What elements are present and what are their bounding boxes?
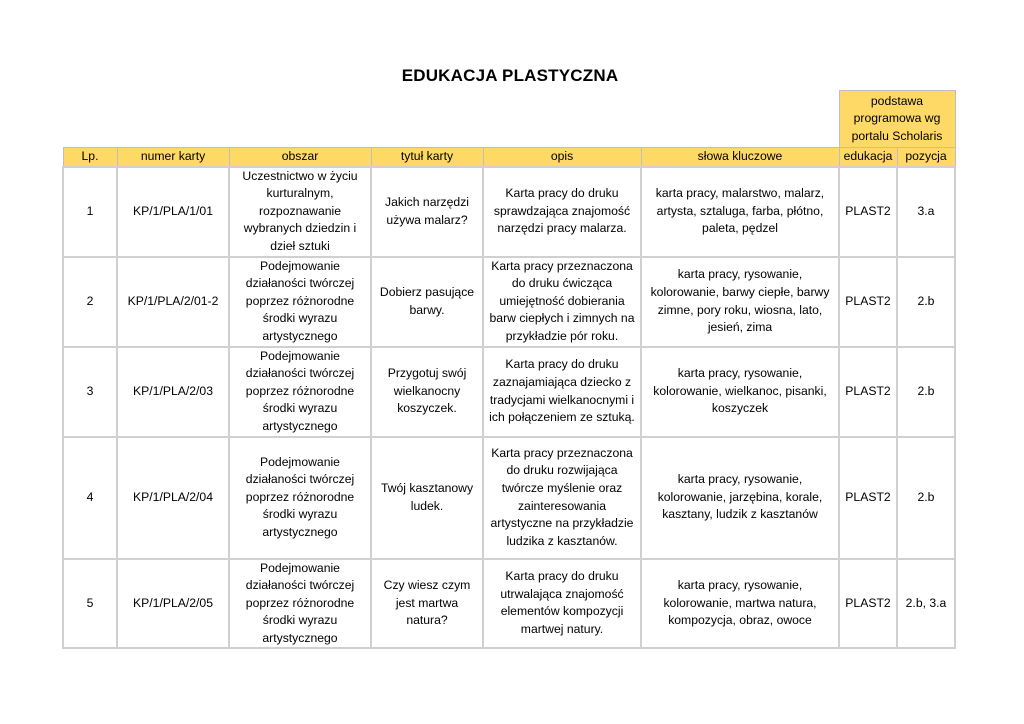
cell-card-number: KP/1/PLA/2/04	[117, 437, 229, 559]
cell-keywords: karta pracy, rysowanie, kolorowanie, barwy ciepłe, barwy zimne, pory roku, wiosna, lato, jesień, zima	[641, 257, 839, 347]
cell-position: 2.b	[897, 437, 955, 559]
cell-lp: 5	[63, 559, 117, 649]
cell-area: Podejmowanie działaności twórczej poprzez różnorodne środki wyrazu artystycznego	[229, 559, 371, 649]
cell-area: Podejmowanie działaności twórczej poprzez różnorodne środki wyrazu artystycznego	[229, 257, 371, 347]
cell-description: Karta pracy przeznaczona do druku ćwicząca umiejętność dobierania barw ciepłych i zimnych na przykładzie pór roku.	[483, 257, 641, 347]
group-header-row	[63, 91, 955, 148]
cell-education: PLAST2	[839, 437, 897, 559]
cell-lp: 3	[63, 347, 117, 437]
cell-area: Podejmowanie działaności twórczej poprzez różnorodne środki wyrazu artystycznego	[229, 437, 371, 559]
column-header-row	[63, 148, 955, 167]
page-title: EDUKACJA PLASTYCZNA	[401, 66, 619, 85]
cell-position: 2.b	[897, 347, 955, 437]
cell-position: 2.b, 3.a	[897, 559, 955, 649]
cell-position: 2.b	[897, 257, 955, 347]
col-header-area: obszar	[229, 148, 371, 167]
cell-lp: 4	[63, 437, 117, 559]
cell-card-number: KP/1/PLA/1/01	[117, 167, 229, 257]
cell-education: PLAST2	[839, 167, 897, 257]
cell-card-title: Przygotuj swój wielkanocny koszyczek.	[371, 347, 483, 437]
cell-keywords: karta pracy, rysowanie, kolorowanie, wielkanoc, pisanki, koszyczek	[641, 347, 839, 437]
col-header-keywords: słowa kluczowe	[641, 148, 839, 167]
cell-keywords: karta pracy, malarstwo, malarz, artysta, sztaluga, farba, płótno, paleta, pędzel	[641, 167, 839, 257]
cell-card-title: Jakich narzędzi używa malarz?	[371, 167, 483, 257]
cell-lp: 2	[63, 257, 117, 347]
cell-keywords: karta pracy, rysowanie, kolorowanie, martwa natura, kompozycja, obraz, owoce	[641, 559, 839, 649]
cell-education: PLAST2	[839, 347, 897, 437]
cell-position: 3.a	[897, 167, 955, 257]
cell-keywords: karta pracy, rysowanie, kolorowanie, jarzębina, korale, kasztany, ludzik z kasztanów	[641, 437, 839, 559]
col-header-education: edukacja	[839, 148, 897, 167]
header-spacer	[63, 91, 839, 148]
group-header-core-curriculum: podstawa programowa wg portalu Scholaris	[839, 91, 955, 148]
table-row	[63, 347, 955, 437]
col-header-lp: Lp.	[63, 148, 117, 167]
cards-table	[62, 90, 956, 649]
cell-area: Podejmowanie działaności twórczej poprzez różnorodne środki wyrazu artystycznego	[229, 347, 371, 437]
table-row	[63, 257, 955, 347]
col-header-description: opis	[483, 148, 641, 167]
cell-lp: 1	[63, 167, 117, 257]
cell-description: Karta pracy do druku zaznajamiająca dziecko z tradycjami wielkanocnymi i ich połączeniem ze sztuką.	[483, 347, 641, 437]
cell-card-title: Czy wiesz czym jest martwa natura?	[371, 559, 483, 649]
cell-description: Karta pracy do druku utrwalająca znajomość elementów kompozycji martwej natury.	[483, 559, 641, 649]
table-row	[63, 437, 955, 559]
cell-card-number: KP/1/PLA/2/03	[117, 347, 229, 437]
col-header-card-number: numer karty	[117, 148, 229, 167]
cell-description: Karta pracy przeznaczona do druku rozwijająca twórcze myślenie oraz zainteresowania artystyczne na przykładzie ludzika z kasztanów.	[483, 437, 641, 559]
cell-card-number: KP/1/PLA/2/05	[117, 559, 229, 649]
cell-card-title: Twój kasztanowy ludek.	[371, 437, 483, 559]
table-row	[63, 559, 955, 649]
col-header-card-title: tytuł karty	[371, 148, 483, 167]
cell-description: Karta pracy do druku sprawdzająca znajomość narzędzi pracy malarza.	[483, 167, 641, 257]
cell-area: Uczestnictwo w życiu kurturalnym, rozpoznawanie wybranych dziedzin i dzieł sztuki	[229, 167, 371, 257]
col-header-position: pozycja	[897, 148, 955, 167]
cell-card-title: Dobierz pasujące barwy.	[371, 257, 483, 347]
cell-education: PLAST2	[839, 559, 897, 649]
cell-education: PLAST2	[839, 257, 897, 347]
cell-card-number: KP/1/PLA/2/01-2	[117, 257, 229, 347]
table-row	[63, 167, 955, 257]
